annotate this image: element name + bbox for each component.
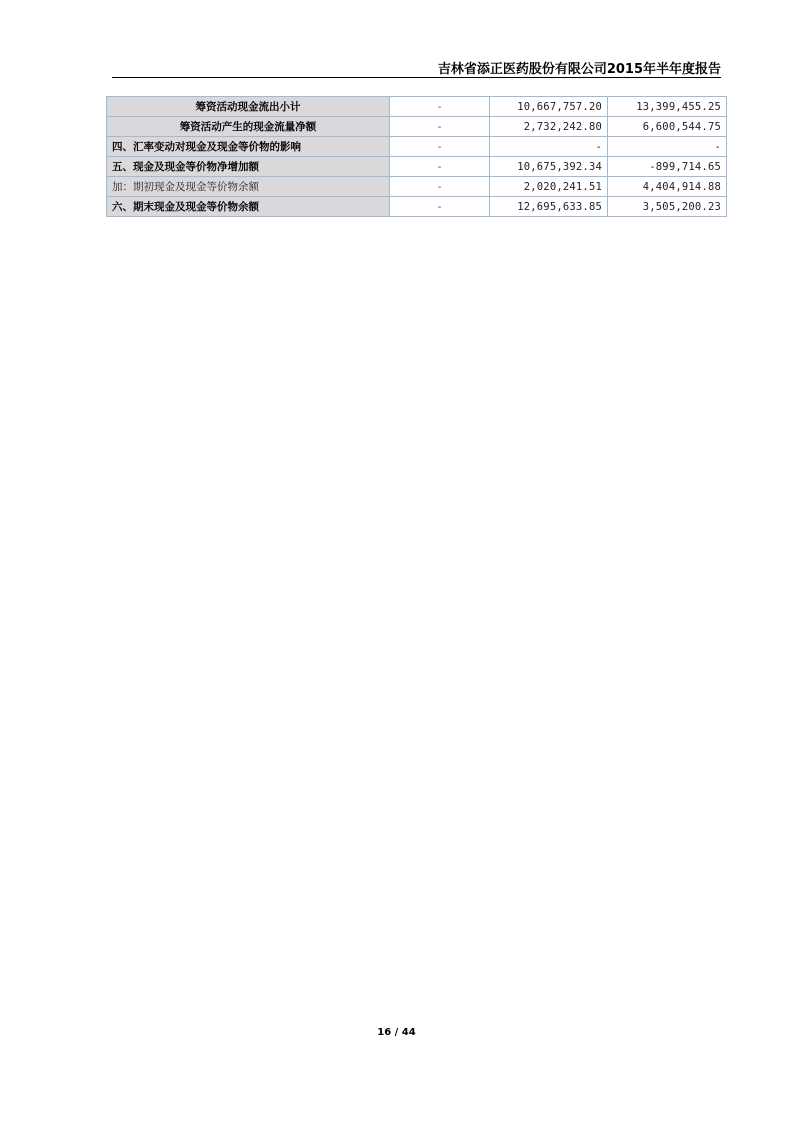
page-number: 16 / 44 xyxy=(377,1027,416,1038)
row-previous-amount: 3,505,200.23 xyxy=(608,197,727,217)
row-previous-amount: -899,714.65 xyxy=(608,157,727,177)
row-note: - xyxy=(390,177,490,197)
table-row xyxy=(107,177,727,197)
row-note: - xyxy=(390,197,490,217)
row-previous-amount: 6,600,544.75 xyxy=(608,117,727,137)
table-row xyxy=(107,197,727,217)
row-label: 加：期初现金及现金等价物余额 xyxy=(107,177,390,197)
row-previous-amount: 4,404,914.88 xyxy=(608,177,727,197)
row-label: 六、期末现金及现金等价物余额 xyxy=(107,197,390,217)
table-row xyxy=(107,117,727,137)
row-current-amount: 2,020,241.51 xyxy=(490,177,608,197)
header-divider xyxy=(112,77,721,78)
row-label: 筹资活动现金流出小计 xyxy=(107,97,390,117)
row-note: - xyxy=(390,137,490,157)
row-label: 五、现金及现金等价物净增加额 xyxy=(107,157,390,177)
row-note: - xyxy=(390,97,490,117)
row-current-amount: 2,732,242.80 xyxy=(490,117,608,137)
row-previous-amount: 13,399,455.25 xyxy=(608,97,727,117)
page-header-title: 吉林省添正医药股份有限公司2015年半年度报告 xyxy=(437,62,721,77)
row-previous-amount: - xyxy=(608,137,727,157)
table-row xyxy=(107,157,727,177)
row-note: - xyxy=(390,157,490,177)
row-current-amount: 10,667,757.20 xyxy=(490,97,608,117)
row-current-amount: 10,675,392.34 xyxy=(490,157,608,177)
row-note: - xyxy=(390,117,490,137)
row-label: 筹资活动产生的现金流量净额 xyxy=(107,117,390,137)
row-current-amount: - xyxy=(490,137,608,157)
table-row xyxy=(107,97,727,117)
cash-flow-table xyxy=(106,96,727,217)
table-row xyxy=(107,137,727,157)
row-label: 四、汇率变动对现金及现金等价物的影响 xyxy=(107,137,390,157)
row-current-amount: 12,695,633.85 xyxy=(490,197,608,217)
